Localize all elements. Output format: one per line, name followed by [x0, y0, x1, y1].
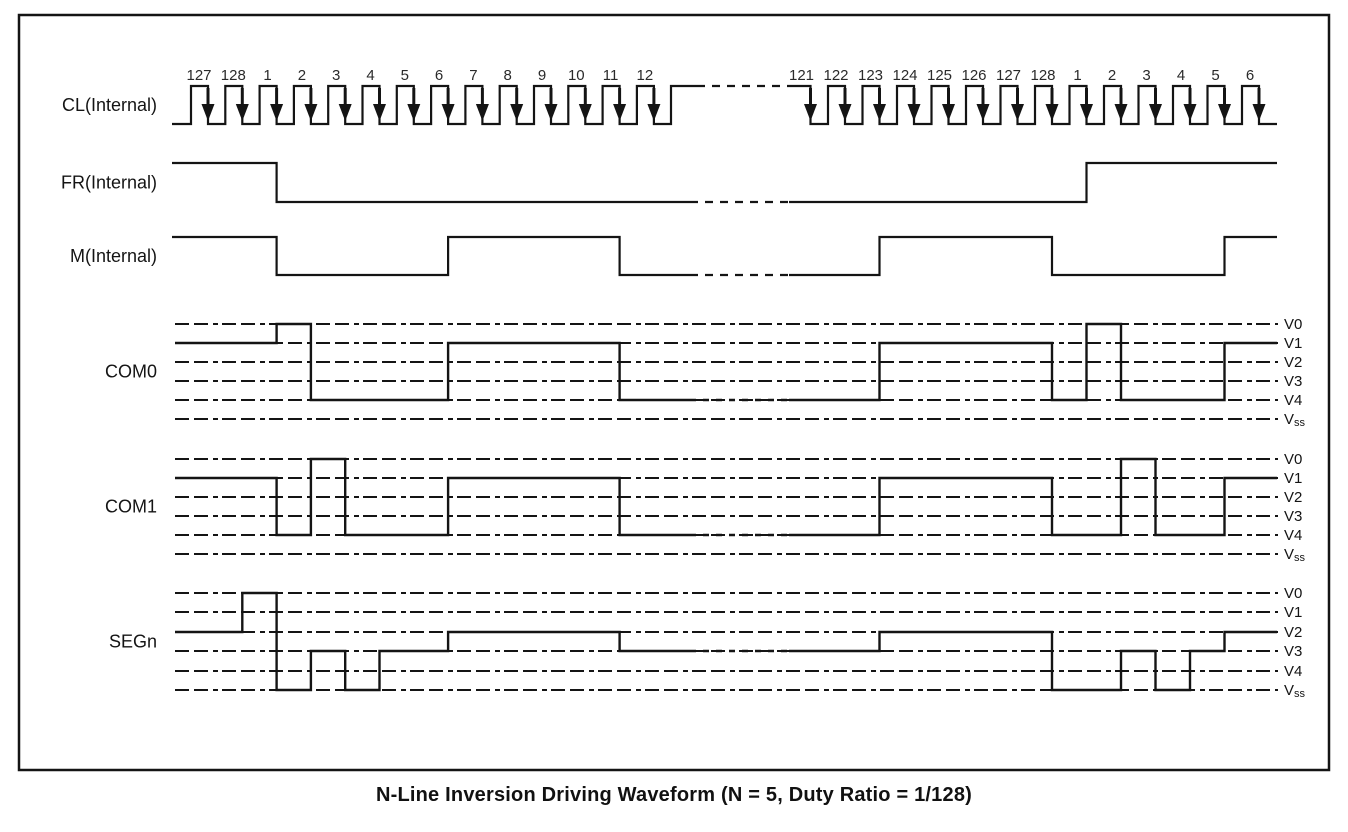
clock-number: 1 [263, 67, 272, 84]
voltage-label: Vss [1284, 411, 1306, 429]
clock-falling-edge-arrowhead [908, 104, 921, 121]
signal-cl-internal [62, 67, 1277, 124]
clock-number: 10 [567, 67, 585, 84]
clock-falling-edge-arrowhead [1115, 104, 1128, 121]
clock-number: 125 [926, 67, 953, 84]
clock-number: 127 [995, 67, 1022, 84]
clock-number: 126 [961, 67, 987, 84]
clock-falling-edge-arrowhead [1149, 104, 1162, 121]
clock-number: 3 [332, 67, 341, 84]
voltage-label: V2 [1284, 489, 1303, 506]
clock-falling-edge-arrowhead [873, 104, 886, 121]
clock-falling-edge-arrowhead [804, 104, 817, 121]
clock-falling-edge-arrowhead [977, 104, 990, 121]
m-internal-waveform [172, 237, 690, 275]
segn-label: SEGn [108, 631, 157, 652]
clock-number: 2 [1107, 67, 1117, 84]
clock-falling-edge-arrowhead [1218, 104, 1231, 121]
clock-number: 2 [297, 67, 307, 84]
clock-number: 5 [400, 67, 409, 84]
clock-falling-edge-arrowhead [202, 104, 215, 121]
cl-internal-label: CL(Internal) [61, 95, 157, 115]
fr-internal-label: FR(Internal) [60, 172, 157, 193]
m-internal-waveform [789, 237, 1277, 275]
clock-falling-edge-arrowhead [942, 104, 955, 121]
voltage-label: V4 [1284, 527, 1303, 544]
clock-number: 123 [857, 67, 884, 84]
voltage-label: V1 [1284, 470, 1303, 487]
clock-falling-edge-arrowhead [510, 104, 523, 121]
clock-waveform [789, 86, 1277, 124]
segn-waveform [175, 593, 690, 690]
clock-falling-edge-arrowhead [839, 104, 852, 121]
voltage-ref-lines [175, 316, 1306, 429]
clock-number: 8 [503, 67, 512, 84]
voltage-label: V1 [1284, 335, 1303, 352]
clock-falling-edge-arrowhead [407, 104, 420, 121]
clock-falling-edge-arrowhead [476, 104, 489, 121]
clock-falling-edge-arrowhead [1011, 104, 1024, 121]
clock-falling-edge-arrowhead [339, 104, 352, 121]
clock-number: 11 [602, 67, 619, 84]
clock-falling-edge-arrowhead [304, 104, 317, 121]
signal-m-internal [70, 237, 1277, 275]
voltage-label: Vss [1284, 546, 1306, 564]
clock-number: 7 [469, 67, 478, 84]
clock-falling-edge-arrowhead [1184, 104, 1197, 121]
com1-label: COM1 [104, 496, 157, 517]
clock-number: 4 [1176, 67, 1186, 84]
voltage-label: V4 [1284, 392, 1303, 409]
clock-number: 128 [1030, 67, 1056, 84]
clock-number: 128 [220, 67, 246, 84]
clock-falling-edge-arrowhead [1253, 104, 1266, 121]
clock-number: 4 [366, 67, 375, 84]
com0-label: COM0 [104, 361, 157, 382]
signal-fr-internal [61, 163, 1277, 202]
clock-falling-edge-arrowhead [647, 104, 660, 121]
clock-falling-edge-arrowhead [373, 104, 386, 121]
clock-number: 3 [1142, 67, 1151, 84]
clock-falling-edge-arrowhead [1080, 104, 1093, 121]
clock-number: 122 [823, 67, 849, 84]
diagram-border [19, 15, 1329, 770]
caption: N-Line Inversion Driving Waveform (N = 5, Duty Ratio = 1/128) [375, 784, 973, 806]
voltage-label: V0 [1284, 451, 1303, 468]
clock-falling-edge-arrowhead [579, 104, 592, 121]
voltage-label: V3 [1284, 508, 1303, 525]
voltage-label: V3 [1284, 373, 1303, 390]
voltage-label: Vss [1284, 682, 1306, 700]
signal-com0 [105, 316, 1306, 429]
clock-number: 1 [1073, 67, 1082, 84]
clock-number: 121 [788, 67, 815, 84]
clock-falling-edge-arrowhead [545, 104, 558, 121]
clock-number: 6 [1245, 67, 1255, 84]
fr-internal-waveform [789, 163, 1277, 202]
clock-number: 12 [636, 67, 654, 84]
signal-com1 [105, 451, 1306, 564]
signal-segn [109, 585, 1306, 700]
m-internal-label: M(Internal) [69, 246, 157, 266]
voltage-label: V2 [1284, 354, 1303, 371]
voltage-label: V0 [1284, 316, 1303, 333]
clock-number: 5 [1211, 67, 1220, 84]
voltage-label: V1 [1284, 604, 1303, 621]
clock-number: 127 [186, 67, 212, 84]
clock-falling-edge-arrowhead [1046, 104, 1059, 121]
clock-falling-edge-arrowhead [442, 104, 455, 121]
segn-waveform [789, 632, 1277, 690]
clock-number: 9 [537, 67, 547, 84]
clock-number: 6 [434, 67, 444, 84]
voltage-label: V2 [1284, 624, 1303, 641]
clock-falling-edge-arrowhead [270, 104, 283, 121]
clock-falling-edge-arrowhead [236, 104, 249, 121]
voltage-label: V0 [1284, 585, 1303, 602]
clock-number: 124 [892, 67, 918, 84]
fr-internal-waveform [172, 163, 690, 202]
voltage-label: V3 [1284, 643, 1303, 660]
voltage-label: V4 [1284, 663, 1303, 680]
clock-falling-edge-arrowhead [613, 104, 626, 121]
